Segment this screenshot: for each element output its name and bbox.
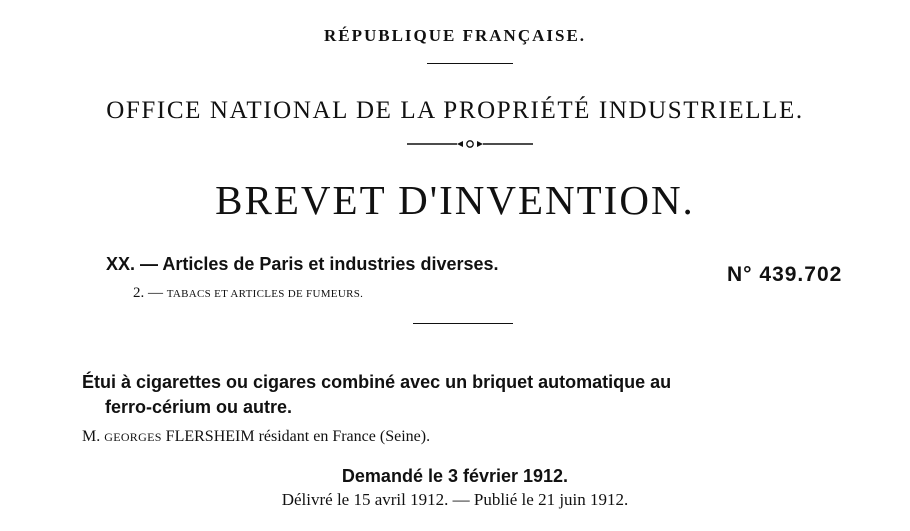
inventor-line xyxy=(82,428,430,446)
patent-title: BREVET D'INVENTION. xyxy=(215,177,695,223)
filing-date: Demandé le 3 février 1912. xyxy=(341,466,569,486)
grant-publication-dates: Délivré le 15 avril 1912. — Publié le 21 juin 1912. xyxy=(281,490,629,509)
subclass-number: 2. — xyxy=(133,285,163,301)
divider-rule-2 xyxy=(413,323,513,324)
inventor-last-name: FLERSHEIM xyxy=(165,428,255,445)
divider-rule xyxy=(427,63,513,64)
invention-title-line2: ferro-cérium ou autre. xyxy=(105,397,293,417)
inventor-residence: résidant en France (Seine). xyxy=(258,428,431,445)
subclass-line xyxy=(133,285,363,302)
invention-title-line1: Étui à cigarettes ou cigares combiné avec un briquet automatique au xyxy=(82,372,672,392)
invention-title xyxy=(82,370,882,420)
patent-number: N° 439.702 xyxy=(727,263,843,286)
subclass-label: TABACS ET ARTICLES DE FUMEURS. xyxy=(166,288,364,300)
inventor-prefix: M. xyxy=(82,428,101,445)
ornament-divider xyxy=(407,137,533,151)
class-heading: XX. — Articles de Paris et industries diverses. xyxy=(106,254,499,274)
inventor-first-name: GEORGES xyxy=(104,430,162,444)
republique-heading: RÉPUBLIQUE FRANÇAISE. xyxy=(323,26,587,45)
office-heading: OFFICE NATIONAL DE LA PROPRIÉTÉ INDUSTRIELLE. xyxy=(106,97,804,124)
